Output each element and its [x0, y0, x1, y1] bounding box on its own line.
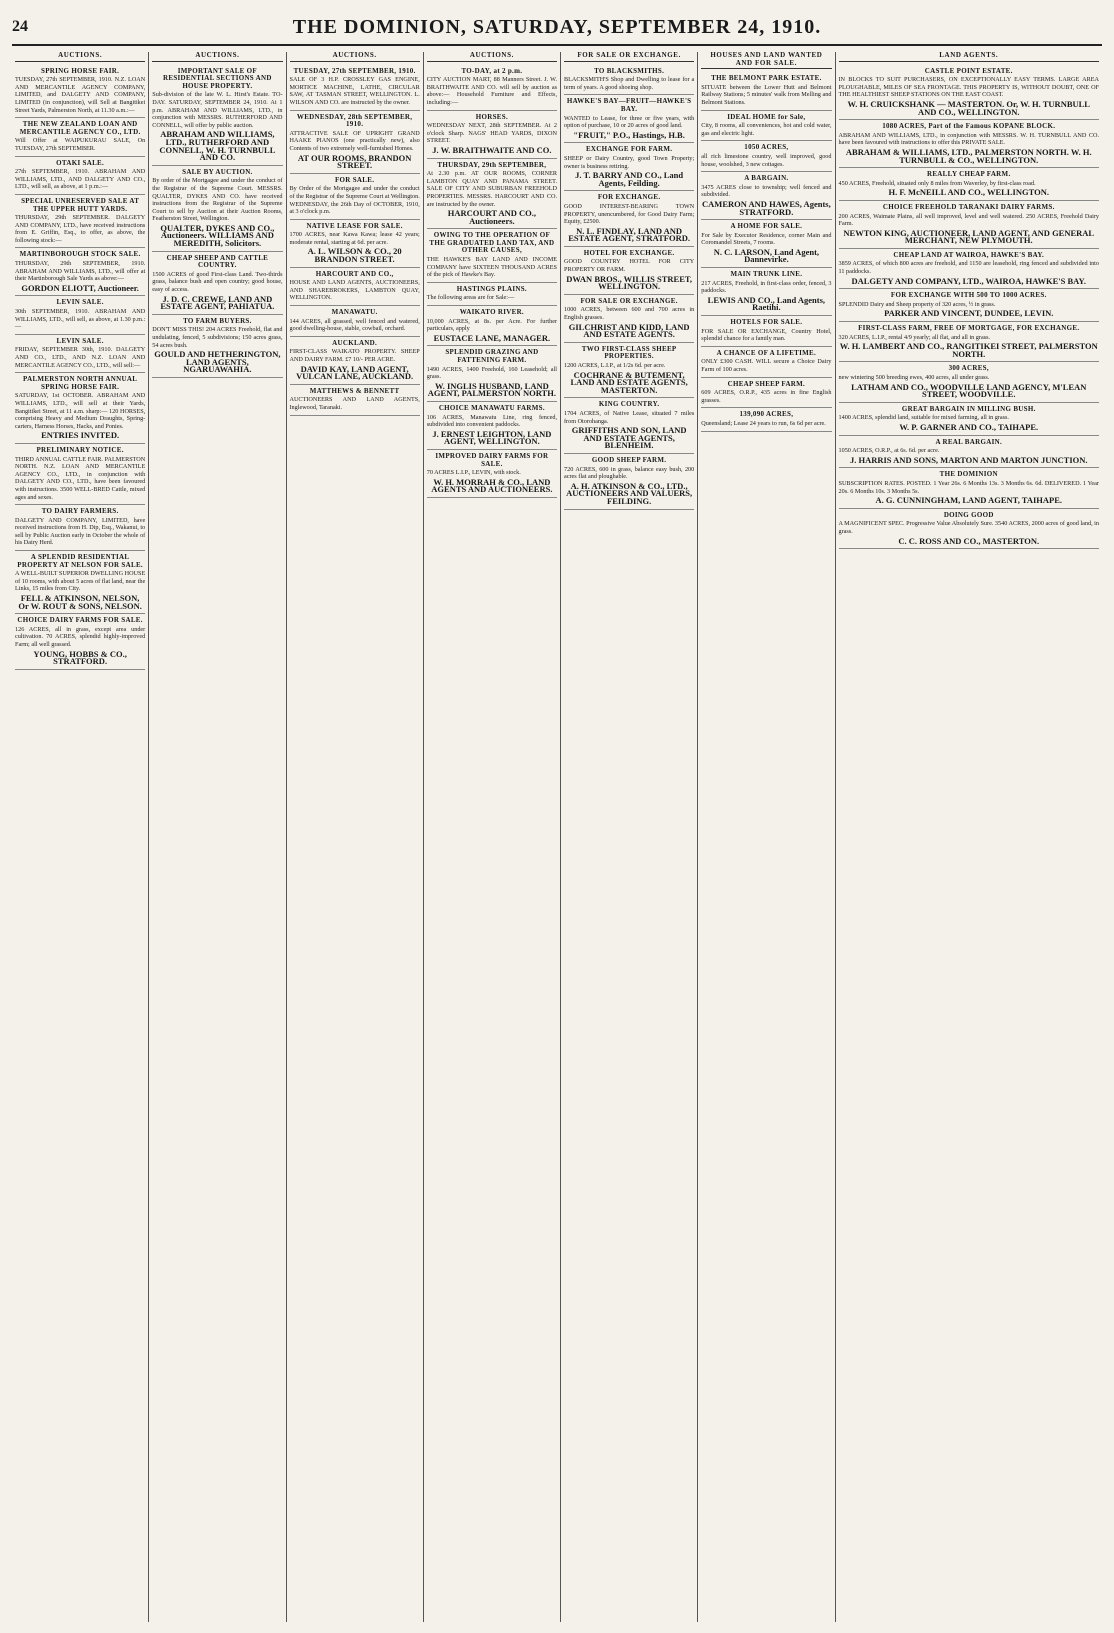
advertisement	[839, 65, 1100, 121]
ad-title: MARTINBOROUGH STOCK SALE.	[19, 250, 141, 259]
ad-title: IMPORTANT SALE OF RESIDENTIAL SECTIONS AND HOUSE PROPERTY.	[163, 66, 272, 90]
ad-signature: J. HARRIS AND SONS, MARTON AND MARTON JUNCTION.	[849, 454, 1088, 465]
ad-signature: H. F. McNEILL AND CO., WELLINGTON.	[888, 187, 1049, 198]
ad-body: BLACKSMITH'S Shop and Dwelling to lease for a term of years. A good shoeing shop.	[564, 76, 695, 91]
ad-body: By Order of the Mortgagee and under the conduct of the Registrar of the Supreme Court at Wellington. WEDNESDAY, the 26th Day of OCTOBER, 1910, at 3 o'clock p.m.	[289, 185, 420, 216]
ad-body: SITUATE between the Lower Hutt and Belmont Railway Stations; 5 minutes' walk from Melling and Belmont Stations.	[701, 83, 832, 106]
advertisement	[427, 346, 557, 402]
newspaper-title: THE DOMINION, SATURDAY, SEPTEMBER 24, 1910.	[292, 15, 822, 38]
ad-body: CITY AUCTION MART, 88 Manners Street. J. W. BRAITHWAITE AND CO. will sell by auction as above:— Household Furniture and Effects, including:—	[426, 76, 557, 106]
advertisement	[152, 252, 282, 315]
column-4	[424, 52, 561, 1622]
advertisement	[839, 289, 1100, 322]
ad-title: TO BLACKSMITHS.	[594, 66, 665, 75]
advertisement	[427, 283, 557, 306]
masthead	[12, 14, 1102, 46]
ad-body: 609 ACRES, O.R.P., 435 acres in fine English grasses.	[701, 389, 832, 404]
ad-title: A CHANCE OF A LIFETIME.	[716, 348, 817, 357]
ad-body: HOUSE AND LAND AGENTS, AUCTIONEERS, AND SHAREBROKERS, LAMBTON QUAY, WELLINGTON.	[289, 279, 420, 302]
ad-body: 70 ACRES L.I.P., LEVIN, with stock.	[426, 469, 521, 477]
ad-body: 30th SEPTEMBER, 1910. ABRAHAM AND WILLIAMS, LTD., will sell, as above, at 1.30 p.m.:—	[15, 308, 146, 331]
ad-body: DON'T MISS THIS! 204 ACRES Freehold, flat and undulating, fenced, 5 subdivisions; 150 acres grass, 54 acres bush.	[152, 326, 283, 349]
ad-title: HOTELS FOR SALE.	[730, 318, 803, 327]
ad-body: ATTRACTIVE SALE OF UPRIGHT GRAND HAAKE PIANOS (one practically new), also Contents of two extremely well-furnished Homes.	[289, 129, 420, 152]
ad-body: Sub-division of the late W. L. Hirst's Estate. TO-DAY. SATURDAY, SEPTEMBER 24, 1910. At 1 p.m. ABRAHAM AND WILLIAMS, LTD., in conjunction with MESSRS. RUTHERFORD AND CONNELL, will offer by public auction.	[152, 91, 283, 129]
ad-title: REALLY CHEAP FARM.	[926, 170, 1011, 179]
column-6	[698, 52, 835, 1622]
advertisement	[701, 408, 831, 431]
ad-title: HARCOURT AND CO.,	[315, 269, 394, 278]
advertisement	[839, 168, 1100, 201]
ad-body: WEDNESDAY NEXT, 28th SEPTEMBER. At 2 o'clock Sharp. NAGS' HEAD YARDS, DIXON STREET.	[426, 122, 557, 145]
advertisement	[427, 111, 557, 159]
ad-signature: GILCHRIST AND KIDD, LAND AND ESTATE AGENTS.	[568, 321, 690, 340]
ad-title: FOR EXCHANGE WITH 500 TO 1000 ACRES.	[890, 291, 1047, 300]
advertisement	[290, 111, 420, 174]
ad-signature: GRIFFITHS AND SON, LAND AND ESTATE AGENTS, BLENHEIM.	[571, 425, 687, 451]
ad-signature: DALGETY AND COMPANY, LTD., WAIROA, HAWKE'S BAY.	[851, 275, 1086, 286]
advertisement	[15, 65, 145, 119]
ad-title: PALMERSTON NORTH ANNUAL SPRING HORSE FAIR.	[23, 375, 138, 391]
advertisement	[15, 195, 145, 249]
ad-title: CHOICE DAIRY FARMS FOR SALE.	[17, 616, 143, 625]
ad-body: 1200 ACRES, L.I.P., at 1/2s 6d. per acre.	[564, 362, 666, 369]
ad-signature: "FRUIT," P.O., Hastings, H.B.	[573, 129, 685, 140]
ad-title: 300 ACRES,	[948, 364, 989, 373]
ad-body: new wintering 500 breeding ewes, 400 acres, all under grass.	[838, 374, 990, 381]
advertisement	[15, 296, 145, 334]
ad-title: CHOICE FREEHOLD TARANAKI DAIRY FARMS.	[882, 202, 1055, 211]
ad-signature: GORDON ELIOTT, Auctioneer.	[21, 282, 139, 293]
ad-title: THE NEW ZEALAND LOAN AND MERCANTILE AGENCY CO., LTD.	[19, 120, 141, 136]
ad-body: 720 ACRES, 600 in grass, balance easy bush, 200 acres flat and ploughable.	[564, 465, 695, 481]
advertisement	[839, 249, 1100, 289]
ad-title: OWING TO THE OPERATION OF THE GRADUATED LAND TAX, AND OTHER CAUSES,	[429, 231, 555, 255]
advertisement	[701, 347, 831, 378]
advertisement	[564, 454, 694, 510]
ad-signature: LATHAM AND CO., WOODVILLE LAND AGENCY, M'LEAN STREET, WOODVILLE.	[851, 381, 1087, 400]
advertisement	[290, 65, 420, 111]
ad-title: FIRST-CLASS FARM, FREE OF MORTGAGE, FOR EXCHANGE.	[858, 324, 1080, 333]
ad-title: HASTINGS PLAINS.	[456, 284, 527, 293]
ad-body: 1400 ACRES, splendid land, suitable for mixed farming, all in grass.	[838, 414, 1009, 422]
ad-title: HORSES.	[475, 112, 508, 121]
ad-signature: N. L. FINDLAY, LAND AND ESTATE AGENT, STRATFORD.	[568, 225, 690, 244]
advertisement	[564, 143, 694, 191]
ad-title: THURSDAY, 29th SEPTEMBER,	[437, 160, 547, 169]
ad-title: CASTLE POINT ESTATE.	[924, 66, 1013, 75]
ad-signature: QUALTER, DYKES AND CO., Auctioneers. WILLIAMS AND MEREDITH, Solicitors.	[160, 222, 275, 249]
ad-signature: W. H. CRUICKSHANK — MASTERTON. Or, W. H. TURNBULL AND CO., WELLINGTON.	[847, 98, 1090, 117]
ad-body: WANTED to Lease, for three or five years, with option of purchase, 10 or 20 acres of good land.	[564, 114, 695, 130]
ad-title: 1050 ACRES,	[744, 143, 789, 152]
ad-body: GOOD COUNTRY HOTEL FOR CITY PROPERTY OR FARM.	[564, 258, 695, 274]
ad-body: SALE OF 3 H.P. CROSSLEY GAS ENGINE, MORTICE MACHINE, LATHE, CIRCULAR SAW, AT TASMAN STREET, WELLINGTON. L. WILSON AND CO. are instructed by the owner.	[289, 76, 420, 106]
advertisement	[701, 316, 831, 347]
advertisement	[839, 509, 1100, 549]
ad-body: 1500 ACRES of good First-class Land. Two-thirds grass, balance bush and open country; good house, easy of access.	[152, 270, 283, 294]
column-header: FOR SALE OR EXCHANGE.	[564, 52, 694, 62]
ad-body: Will Offer at WAIPUKURAU SALE, On TUESDAY, 27th SEPTEMBER.	[15, 137, 146, 152]
ad-title: PRELIMINARY NOTICE.	[36, 445, 124, 454]
column-1	[12, 52, 149, 1622]
advertisement	[701, 378, 831, 409]
ad-title: SPECIAL UNRESERVED SALE AT THE UPPER HUTT YARDS.	[21, 196, 140, 213]
ad-title: FOR SALE.	[334, 175, 375, 184]
ad-body: City, 8 rooms, all conveniences, hot and cold water, gas and electric light.	[701, 122, 832, 137]
advertisement	[564, 95, 694, 143]
ad-body: 1000 ACRES, between 600 and 700 acres in English grasses.	[564, 306, 695, 322]
column-header: AUCTIONS.	[290, 52, 420, 62]
ad-title: LEVIN SALE.	[56, 336, 104, 345]
ad-body: TUESDAY, 27th SEPTEMBER, 1910. N.Z. LOAN AND MERCANTILE AGENCY COMPANY, LIMITED, and DALGETY AND COMPANY, LIMITED (in conjunction), will Sell at Bangitikei Street Yards, Palmerston North, at 11.30 a.m.:—	[15, 76, 146, 114]
advertisement	[15, 335, 145, 373]
ad-body: 450 ACRES, Freehold, situated only 8 miles from Waverley, by first-class road.	[838, 179, 1036, 187]
ad-signature: A. G. CUNNINGHAM, LAND AGENT, TAIHAPE.	[875, 495, 1063, 506]
ad-body: 1704 ACRES, of Native Lease, situated 7 miles from Otorohanga.	[564, 409, 695, 425]
ad-body: THE HAWKE'S BAY LAND AND INCOME COMPANY have SIXTEEN THOUSAND ACRES of the pick of Hawke's Bay.	[426, 256, 557, 279]
page-number: 24	[12, 18, 28, 35]
ad-title: AUCKLAND.	[332, 338, 378, 347]
ad-title: FOR SALE OR EXCHANGE.	[580, 296, 678, 305]
ad-title: 1080 ACRES, Part of the Famous KOPANE BLOCK.	[882, 122, 1056, 131]
advertisement	[15, 444, 145, 505]
ad-body: AUCTIONEERS AND LAND AGENTS, Inglewood, Taranaki.	[289, 396, 420, 411]
column-header: LAND AGENTS.	[839, 52, 1100, 62]
ad-body: 320 ACRES, L.I.P., rental 4/9 yearly; all flat, and all in grass.	[838, 333, 991, 341]
advertisement	[290, 174, 420, 220]
ad-body: 27th SEPTEMBER, 1910. ABRAHAM AND WILLIAMS, LTD., AND DALGETY AND CO., LTD., will sell, as above, at 1 p.m.:—	[15, 168, 146, 191]
ad-body: The following areas are for Sale:—	[426, 294, 515, 302]
ad-title: TO-DAY, at 2 p.m.	[461, 66, 523, 75]
advertisement	[152, 65, 282, 166]
ad-title: CHOICE MANAWATU FARMS.	[438, 403, 545, 412]
advertisement	[701, 141, 831, 172]
advertisement	[701, 72, 831, 110]
ad-signature: EUSTACE LANE, MANAGER.	[433, 332, 551, 343]
advertisement	[15, 118, 145, 156]
advertisement	[290, 306, 420, 337]
ad-body: THIRD ANNUAL CATTLE FAIR. PALMERSTON NORTH. N.Z. LOAN AND MERCANTILE AGENCY CO., LTD., in conjunction with DALGETY AND CO., LTD., have been favoured with instructions. 3500 WELL-BRED Cattle, mixed ages and sexes.	[15, 455, 146, 501]
advertisement	[564, 295, 694, 343]
ad-signature: W. INGLIS HUSBAND, LAND AGENT, PALMERSTON NORTH.	[427, 380, 556, 399]
column-5	[561, 52, 698, 1622]
ad-title: A HOME FOR SALE.	[730, 222, 803, 231]
advertisement	[427, 402, 557, 450]
ad-title: HOTEL FOR EXCHANGE.	[583, 248, 675, 257]
ad-signature: LEWIS AND CO., Land Agents, Raetihi.	[707, 294, 826, 313]
advertisement	[15, 614, 145, 670]
ad-body: A MAGNIFICENT SPEC. Progressive Value Absolutely Sure. 3540 ACRES, 2000 acres of good land, in grass.	[838, 520, 1099, 535]
ad-title: IMPROVED DAIRY FARMS FOR SALE.	[435, 451, 549, 468]
ad-body: SUBSCRIPTION RATES. POSTED. 1 Year 26s. 6 Months 13s. 3 Months 6s. 6d. DELIVERED. 1 Year 20s. 6 Months 10s. 3 Months 5s.	[838, 479, 1099, 495]
ad-title: LEVIN SALE.	[56, 298, 104, 307]
ad-signature: ENTRIES INVITED.	[41, 430, 120, 441]
advertisement	[839, 468, 1100, 508]
advertisement	[15, 157, 145, 195]
ad-title: MATTHEWS & BENNETT	[309, 386, 400, 395]
ad-title: MANAWATU.	[331, 308, 378, 317]
ad-body: 217 ACRES, Freehold, in first-class order, fenced, 3 paddocks.	[701, 279, 832, 295]
advertisement	[701, 111, 831, 142]
ad-title: SPRING HORSE FAIR.	[41, 66, 120, 75]
ad-body: 3475 ACRES close to township; well fenced and subdivided.	[701, 183, 832, 199]
ad-title: FOR EXCHANGE.	[597, 193, 661, 202]
advertisement	[839, 403, 1100, 436]
advertisement	[427, 65, 557, 111]
ad-title: TUESDAY, 27th SEPTEMBER, 1910.	[293, 66, 416, 75]
column-header: AUCTIONS.	[152, 52, 282, 62]
advertisement	[564, 65, 694, 96]
column-header: AUCTIONS.	[15, 52, 145, 62]
ad-signature: J. D. C. CREWE, LAND AND ESTATE AGENT, PAHIATUA.	[160, 293, 275, 312]
ad-title: IDEAL HOME for Sale,	[727, 112, 806, 121]
advertisement	[839, 436, 1100, 469]
advertisement	[152, 315, 282, 378]
ad-body: SHEEP or Dairy Country, good Town Property; owner is business retiring.	[564, 154, 695, 170]
ad-signature: YOUNG, HOBBS & CO., STRATFORD.	[33, 648, 127, 667]
ad-signature: A. H. ATKINSON & CO., LTD., AUCTIONEERS AND VALUERS, FEILDING.	[566, 480, 693, 506]
advertisement	[427, 159, 557, 230]
advertisement	[701, 220, 831, 268]
ad-body: 200 ACRES, Waimate Plains, all well improved, level and well watered. 250 ACRES, Freehold Dairy Farm.	[838, 212, 1099, 228]
ad-signature: J. W. BRAITHWAITE AND CO.	[432, 144, 552, 155]
ad-title: SALE BY AUCTION.	[182, 167, 253, 176]
ad-body: IN BLOCKS TO SUIT PURCHASERS, ON EXCEPTIONALLY EASY TERMS. LARGE AREA PLOUGHABLE, MILES OF SEA FRONTAGE. THIS PROPERTY IS, WITHOUT DOUBT, ONE OF THE HEALTHIEST SHEEP STATIONS ON THE EAST COAST.	[838, 76, 1099, 99]
advertisement	[15, 248, 145, 296]
advertisement	[564, 191, 694, 247]
ad-body: At 2.30 p.m. AT OUR ROOMS, CORNER LAMBTON QUAY AND PANAMA STREET. SALE OF CITY AND SUBURBAN FREEHOLD PROPERTIES. MESSRS. HARCOURT AND CO. are instructed by the owner.	[426, 170, 557, 208]
advertisement	[564, 398, 694, 454]
ad-title: THE DOMINION	[939, 470, 998, 479]
ad-title: TO DAIRY FARMERS.	[41, 507, 119, 516]
advertisement	[839, 322, 1100, 362]
ad-title: A REAL BARGAIN.	[935, 437, 1003, 446]
ad-body: 144 ACRES, all grassed, well fenced and watered, good dwelling-house, stable, cowbail, orchard.	[289, 317, 420, 333]
advertisement	[290, 337, 420, 385]
ad-title: CHEAP SHEEP AND CATTLE COUNTRY.	[166, 253, 269, 270]
ad-body: A WELL-BUILT SUPERIOR DWELLING HOUSE of 10 rooms, with about 5 acres of flat land, near the Links, 15 miles from City.	[15, 570, 146, 593]
ad-body: SPLENDID Dairy and Sheep property of 320 acres, ½ in grass.	[838, 300, 996, 308]
ad-body: FIRST-CLASS WAIKATO PROPERTY. SHEEP AND DAIRY FARM. £7 10/- PER ACRE.	[289, 348, 420, 363]
ad-body: By order of the Mortgagee and under the conduct of the Registrar of the Supreme Court. MESSRS. QUALTER, DYKES AND CO. have received instructions from the Registrar of the Supreme Court to sell by Auction at their Auction Rooms, Featherston Street, Wellington.	[152, 177, 283, 223]
advertisement	[564, 343, 694, 399]
ad-body: 106 ACRES, Manawatu Line, ring fenced, subdivided into convenient paddocks.	[426, 413, 557, 429]
ad-signature: CAMERON AND HAWES, Agents, STRATFORD.	[702, 198, 831, 217]
advertisement	[290, 220, 420, 268]
advertisement	[427, 450, 557, 498]
ad-body: FRIDAY, SEPTEMBER 30th, 1910. DALGETY AND CO., LTD., AND N.Z. LOAN AND MERCANTILE AGENCY CO., LTD., will sell:—	[15, 346, 146, 369]
ad-signature: FELL & ATKINSON, NELSON, Or W. ROUT & SONS, NELSON.	[18, 593, 142, 611]
ad-title: KING COUNTRY.	[598, 400, 660, 409]
ad-body: 1700 ACRES, near Kawa Kawa; lease 42 years; moderate rental, starting at 6d. per acre.	[289, 231, 420, 246]
ad-title: MAIN TRUNK LINE.	[730, 270, 803, 279]
ad-body: SATURDAY, 1st OCTOBER. ABRAHAM AND WILLIAMS, LTD., will sell at their Yards, Bangitikei Street, at 11 a.m. sharp:— 120 HORSES, comprising Heavy and Medium Draughts, Spring-carters, Harness Horses, Hacks, and Ponies.	[15, 392, 146, 430]
ad-signature: A. L. WILSON & CO., 20 BRANDON STREET.	[307, 246, 402, 265]
ad-signature: HARCOURT AND CO., Auctioneers.	[447, 208, 537, 226]
ad-signature: N. C. LARSON, Land Agent, Dannevirke.	[713, 246, 820, 265]
ad-signature: PARKER AND VINCENT, DUNDEE, LEVIN.	[884, 308, 1054, 319]
ad-body: 3859 ACRES, of which 800 acres are freehold, and 1150 are leasehold, ring fenced and subdivided into 11 paddocks.	[838, 260, 1099, 276]
ad-signature: J. T. BARRY AND CO., Land Agents, Feilding.	[575, 170, 684, 188]
ad-title: WEDNESDAY, 28th SEPTEMBER, 1910.	[296, 112, 413, 129]
ad-title: WAIKATO RIVER.	[459, 308, 524, 317]
ad-signature: DWAN BROS., WILLIS STREET, WELLINGTON.	[566, 273, 693, 292]
ad-title: EXCHANGE FOR FARM.	[585, 145, 673, 154]
column-7	[836, 52, 1103, 1622]
ad-body: 10,000 ACRES, at 8s. per Acre. For further particulars, apply	[426, 317, 557, 333]
ad-body: ONLY £300 CASH. WILL secure a Choice Dairy Farm of 100 acres.	[701, 358, 832, 373]
advertisement	[839, 362, 1100, 402]
ad-signature: W. H. LAMBERT AND CO., RANGITIKEI STREET, PALMERSTON NORTH.	[839, 341, 1098, 359]
ad-body: THURSDAY, 29th SEPTEMBER, 1910. ABRAHAM AND WILLIAMS, LTD., will offer at their Martinborough Sale Yards as above:—	[15, 260, 146, 283]
ad-title: NATIVE LEASE FOR SALE.	[306, 221, 403, 230]
advertisement	[701, 268, 831, 316]
ad-signature: NEWTON KING, AUCTIONEER, LAND AGENT, AND GENERAL MERCHANT, NEW PLYMOUTH.	[843, 227, 1095, 246]
ad-body: For Sale by Executor Residence, corner Main and Coromandel Streets, 7 rooms.	[701, 231, 832, 247]
column-3	[287, 52, 424, 1622]
ad-title: A SPLENDID RESIDENTIAL PROPERTY AT NELSON FOR SALE.	[17, 553, 143, 569]
ad-title: GOOD SHEEP FARM.	[591, 455, 667, 464]
advertisement	[839, 120, 1100, 168]
ad-title: OTAKI SALE.	[56, 158, 105, 167]
advertisement	[15, 373, 145, 444]
ad-signature: AT OUR ROOMS, BRANDON STREET.	[297, 152, 412, 171]
advertisement	[427, 306, 557, 346]
advertisement	[15, 505, 145, 551]
ad-signature: C. C. ROSS AND CO., MASTERTON.	[898, 535, 1040, 546]
advertisement	[290, 385, 420, 416]
column-2	[149, 52, 286, 1622]
ad-signature: W. P. GARNER AND CO., TAIHAPE.	[899, 421, 1039, 432]
advertisement	[701, 172, 831, 220]
advertisement	[839, 201, 1100, 249]
ad-title: TWO FIRST-CLASS SHEEP PROPERTIES.	[581, 344, 677, 361]
ad-body: 1050 ACRES, O.R.P., at 6s. 6d. per acre.	[838, 447, 940, 455]
ad-title: 139,090 ACRES,	[739, 410, 794, 419]
ad-signature: ABRAHAM & WILLIAMS, LTD., PALMERSTON NORTH. W. H. TURNBULL & CO., WELLINGTON.	[845, 146, 1092, 165]
ad-body: GOOD INTEREST-BEARING TOWN PROPERTY, unencumbered, for Good Dairy Farm; Equity, £2500.	[564, 202, 695, 226]
ad-title: SPLENDID GRAZING AND FATTENING FARM.	[445, 348, 539, 364]
ad-body: FOR SALE OR EXCHANGE, Country Hotel, splendid chance for a family man.	[701, 327, 832, 343]
ad-title: HAWKE'S BAY—FRUIT—HAWKE'S BAY.	[566, 97, 692, 113]
ad-title: GREAT BARGAIN IN MILLING BUSH.	[901, 404, 1036, 413]
ad-body: all rich limestone country, well improved, good house, woolshed, 3 new cottages.	[701, 152, 832, 168]
ad-signature: DAVID KAY, LAND AGENT, VULCAN LANE, AUCKLAND.	[296, 363, 414, 382]
ad-title: DOING GOOD	[943, 510, 994, 519]
ad-body: DALGETY AND COMPANY, LIMITED, have received instructions from H. Dip, Esq., Wakanui, to sell by Public Auction early in October the whole of his Dairy Herd.	[15, 516, 146, 547]
ad-body: Queensland; Lease 24 years to run, 6s 6d per acre.	[701, 419, 826, 427]
ad-signature: GOULD AND HETHERINGTON, LAND AGENTS, NGARUAWAHIA.	[154, 349, 281, 375]
advertisement	[15, 551, 145, 614]
ad-title: A BARGAIN.	[744, 174, 789, 183]
ad-title: THE BELMONT PARK ESTATE.	[711, 74, 822, 83]
ad-title: TO FARM BUYERS.	[183, 316, 252, 325]
advertisement	[152, 166, 282, 252]
advertisement	[290, 268, 420, 306]
ad-signature: ABRAHAM AND WILLIAMS, LTD., RUTHERFORD AND CONNELL, W. H. TURNBULL AND CO.	[159, 129, 276, 163]
ad-body: THURSDAY, 29th SEPTEMBER. DALGETY AND COMPANY, LTD., have received instructions from E. Griffin, Esq., to offer, as above, the following stock:—	[15, 214, 146, 244]
ad-body: 126 ACRES, all in grass, except area under cultivation. 70 ACRES, splendid highly-improved Farm; all well grassed.	[15, 625, 146, 648]
column-header: AUCTIONS.	[427, 52, 557, 62]
ad-signature: J. ERNEST LEIGHTON, LAND AGENT, WELLINGTON.	[432, 428, 552, 447]
ad-title: CHEAP LAND AT WAIROA, HAWKE'S BAY.	[893, 250, 1045, 259]
advertisement	[564, 247, 694, 295]
advertisement	[427, 229, 557, 283]
ad-signature: W. H. MORRAH & CO., LAND AGENTS AND AUCTIONEERS.	[431, 476, 553, 495]
ad-signature: COCHRANE & BUTEMENT, LAND AND ESTATE AGENTS, MASTERTON.	[570, 369, 688, 395]
ad-title: CHEAP SHEEP FARM.	[727, 379, 806, 388]
column-header: HOUSES AND LAND WANTED AND FOR SALE.	[701, 52, 831, 69]
ad-body: ABRAHAM AND WILLIAMS, LTD., in conjunction with MESSRS. W. H. TURNBULL AND CO. have been favoured with instructions to offer this PRIVATE SALE.	[838, 131, 1099, 147]
ad-body: 1490 ACRES, 1400 Freehold, 160 Leasehold; all grass.	[426, 365, 557, 381]
columns-grid	[12, 52, 1102, 1622]
